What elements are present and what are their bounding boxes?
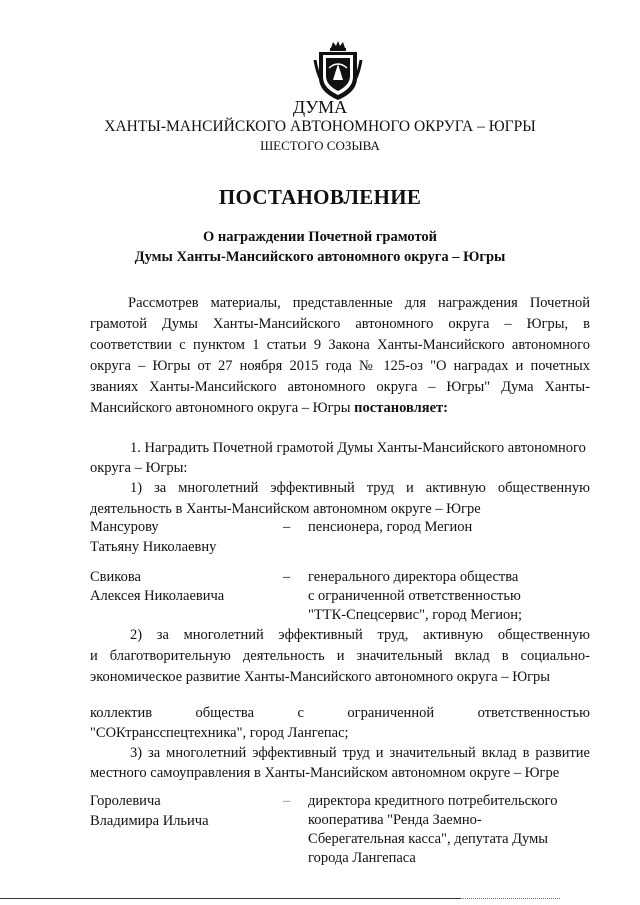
- sub1-line-2: деятельность в Ханты-Мансийском автономном округе – Югре: [90, 501, 481, 517]
- preamble-line-6: [90, 400, 590, 417]
- awardee2-given: Алексея Николаевича: [90, 588, 225, 604]
- awardee2-desc-1: генерального директора общества: [308, 569, 519, 585]
- awardee2-surname: Свикова: [90, 569, 141, 585]
- awardee3-desc-2: кооператива "Ренда Заемно-: [308, 812, 482, 828]
- awardee3-desc-3: Сберегательная касса", депутата Думы: [308, 831, 549, 847]
- preamble-line-2: грамотой Думы Ханты-Мансийского автономного округа – Югры, в: [90, 316, 590, 332]
- awardee2-dash: –: [283, 569, 291, 585]
- footer-rule-dotted: [460, 898, 560, 899]
- header-convocation: ШЕСТОГО СОЗЫВА: [260, 138, 380, 153]
- decides-word: постановляет:: [354, 400, 448, 416]
- awardee3-desc-4: города Лангепаса: [308, 850, 416, 866]
- awardee3-desc-1: директора кредитного потребительского: [308, 793, 558, 809]
- sub1-line-1: 1) за многолетний эффективный труд и активную общественную: [130, 480, 590, 496]
- awardee1-given: Татьяну Николаевну: [90, 539, 217, 555]
- sub3-line-1: 3) за многолетний эффективный труд и значительный вклад в развитие: [130, 745, 590, 761]
- awardee2-desc-3: "ТТК-Спецсервис", город Мегион;: [308, 607, 523, 623]
- preamble-line-5: званиях Ханты-Мансийского автономного округа – Югры" Дума Ханты-: [90, 379, 590, 395]
- sub3-line-2: местного самоуправления в Ханты-Мансийском автономном округе – Югре: [90, 765, 560, 781]
- footer-rule: [0, 898, 460, 899]
- awardee1-dash: –: [283, 519, 291, 535]
- awardee3-given: Владимира Ильича: [90, 813, 209, 829]
- header-okrug: ХАНТЫ-МАНСИЙСКОГО АВТОНОМНОГО ОКРУГА – ЮГРЫ: [104, 118, 536, 135]
- awardee2-desc-2: с ограниченной ответственностью: [308, 588, 521, 604]
- item1-line-1: 1. Наградить Почетной грамотой Думы Ханты-Мансийского автономного: [130, 440, 586, 456]
- preamble-line-1: Рассмотрев материалы, представленные для награждения Почетной: [128, 295, 590, 311]
- preamble-line-4: округа – Югры от 27 ноября 2015 года № 125-оз "О наградах и почетных: [90, 358, 590, 374]
- collective-line-2: "СОКтрансспецтехника", город Лангепас;: [90, 725, 349, 741]
- awardee1-surname: Мансурову: [90, 519, 159, 535]
- awardee3-dash: –: [283, 793, 291, 809]
- document-type-title: ПОСТАНОВЛЕНИЕ: [218, 185, 422, 209]
- collective-line-1: коллектив общества с ограниченной ответственностью: [90, 705, 590, 721]
- subject-line-2: Думы Ханты-Мансийского автономного округа – Югры: [134, 249, 506, 265]
- item1-line-2: округа – Югры:: [90, 460, 188, 476]
- sub2-line-1: 2) за многолетний эффективный труд, активную общественную: [130, 627, 590, 643]
- sub2-line-2: и благотворительную деятельность и значительный вклад в социально-: [90, 648, 590, 664]
- awardee1-desc: пенсионера, город Мегион: [308, 519, 473, 535]
- sub2-line-3: экономическое развитие Ханты-Мансийского автономного округа – Югры: [90, 669, 551, 685]
- subject-line-1: О награждении Почетной грамотой: [202, 229, 438, 245]
- awardee3-surname: Горолевича: [90, 793, 161, 809]
- preamble-line-6-text: Мансийского автономного округа – Югры: [90, 400, 351, 416]
- coat-of-arms-icon: [313, 40, 363, 102]
- preamble-line-3: соответствии с пунктом 1 статьи 9 Закона Ханты-Мансийского автономного: [90, 337, 590, 353]
- header-duma: ДУМА: [292, 97, 348, 117]
